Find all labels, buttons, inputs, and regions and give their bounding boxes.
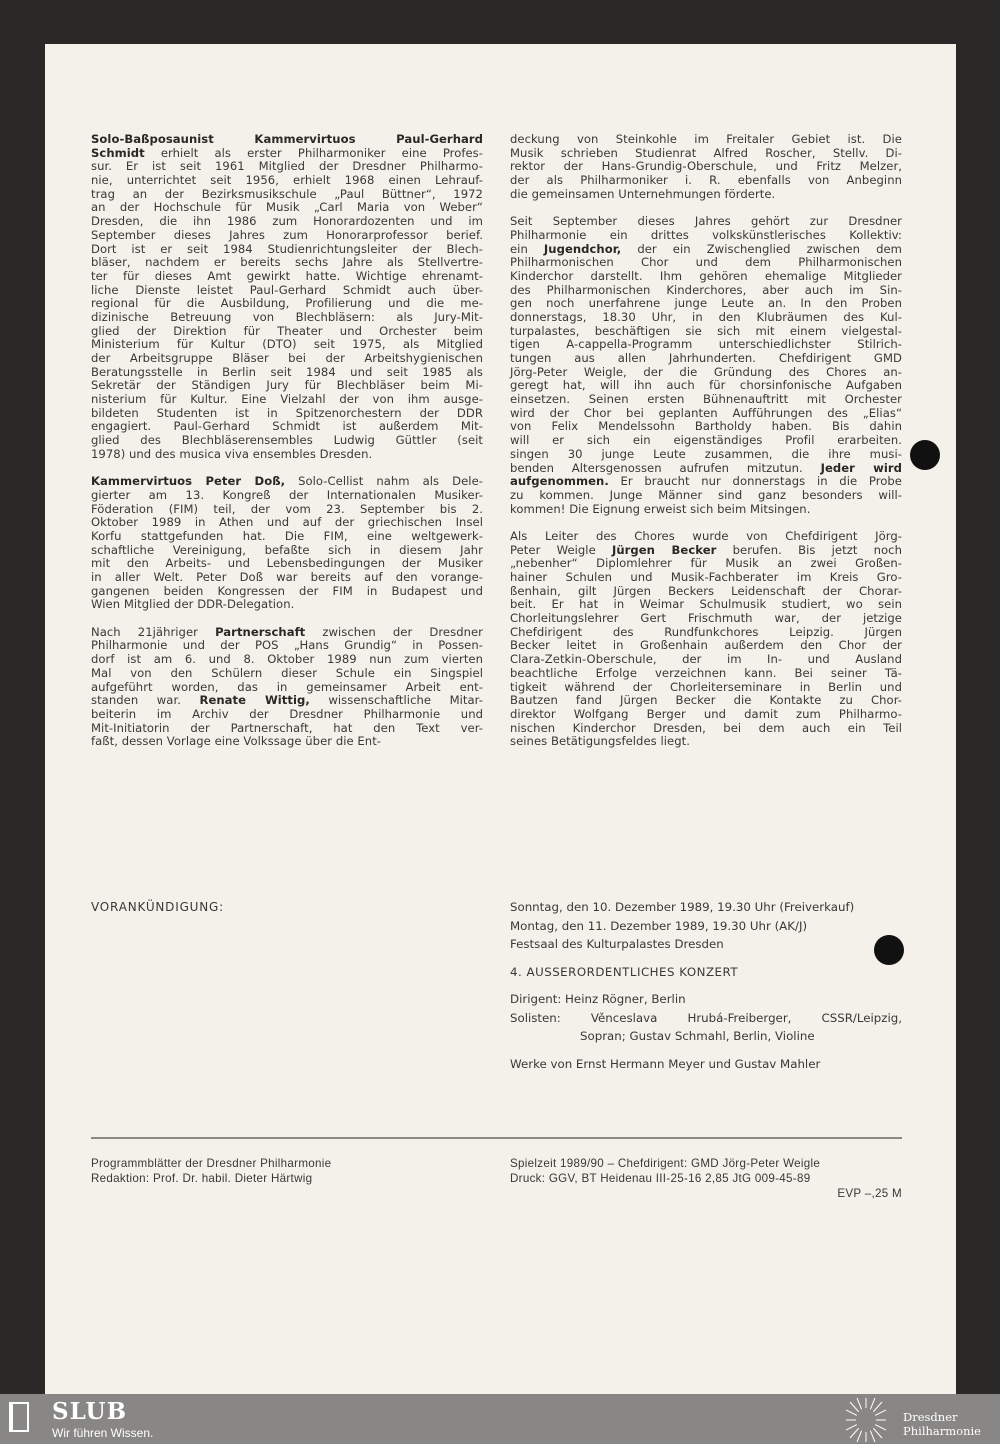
announcement-label: VORANKÜNDIGUNG: bbox=[91, 900, 224, 914]
text-line bbox=[91, 626, 483, 640]
slub-tagline: Wir führen Wissen. bbox=[52, 1426, 154, 1440]
bold-name: Solo-Baßposaunist Kammervirtuos Paul-Gerhard bbox=[91, 132, 483, 146]
text-line: Beratungsstelle in Berlin seit 1984 und seit 1985 als bbox=[91, 364, 483, 379]
bold-name: Schmidt bbox=[91, 145, 145, 160]
text-line: glied des Blechbläserensembles Ludwig Güttler (seit bbox=[91, 433, 483, 448]
text-line: mit den Arbeits- und Lebensbedingungen der Musiker bbox=[91, 556, 483, 571]
footer-editor: Redaktion: Prof. Dr. habil. Dieter Härtwig bbox=[91, 1172, 313, 1185]
text-line bbox=[91, 133, 483, 147]
text-line: ter für dieses Amt gewirkt hatte. Wichtige ehrenamt- bbox=[91, 268, 483, 283]
text-line: geregt hat, will ihn auch für chorsinfonische Aufgaben bbox=[510, 378, 902, 393]
text-line: Chorleitungslehrer Gert Frischmuth war, der jetzige bbox=[510, 611, 902, 626]
text-line: turpalastes, beschäftigen sie sich mit einem vielgestal- bbox=[510, 323, 902, 338]
text-line bbox=[91, 475, 483, 489]
text-line: 1978) und des musica viva ensembles Dresden. bbox=[91, 446, 373, 461]
paragraph bbox=[510, 530, 902, 749]
text-line: Philharmonischen Chor und dem Philharmonischen bbox=[510, 255, 902, 270]
punch-hole bbox=[874, 935, 904, 965]
text-line: von Felix Mendelssohn Bartholdy haben. Bis dahin bbox=[510, 419, 902, 434]
left-text-column bbox=[91, 133, 483, 763]
text-line: hainer Schulen und Musik-Fachberater im Kreis Gro- bbox=[510, 570, 902, 584]
text-line: die gemeinsamen Unternehmungen förderte. bbox=[510, 186, 776, 201]
text-line: ßenhain, gilt Jürgen Beckers Leidenschaft der Chorar- bbox=[510, 583, 902, 598]
text-line: rektor der Hans-Grundig-Oberschule, und Fritz Melzer, bbox=[510, 159, 902, 174]
footer-left bbox=[91, 1156, 331, 1186]
bold-name: Jugendchor, bbox=[543, 241, 622, 256]
text-line: will er sich ein eigenständiges Profil erarbeiten. bbox=[510, 433, 902, 448]
text-line bbox=[91, 147, 483, 161]
text-line: liche Dienste leistet Paul-Gerhard Schmidt auch über- bbox=[91, 282, 483, 297]
text-line: Becker leitet in Großenhain außerdem den Chor der bbox=[510, 638, 902, 653]
text-line: gierter am 13. Kongreß der Internationalen Musiker- bbox=[91, 487, 483, 502]
paragraph bbox=[510, 133, 902, 201]
text-line: aufgeführt worden, das in gemeinsamer Arbeit ent- bbox=[91, 679, 483, 694]
text-segment: erhielt als erster Philharmoniker eine Profes- bbox=[144, 145, 483, 160]
text-line: gangenen beiden Kongressen der FIM in Budapest und bbox=[91, 583, 483, 598]
text-line: schaftliche Vereinigung, befaßte sich in diesem Jahr bbox=[91, 542, 483, 557]
text-segment: berufen. Bis jetzt noch bbox=[716, 542, 902, 557]
philharmonie-logo-line2: Philharmonie bbox=[903, 1424, 981, 1438]
concert-venue: Festsaal des Kulturpalastes Dresden bbox=[510, 937, 724, 951]
right-text-column bbox=[510, 133, 902, 763]
text-line: donnerstags, 18.30 Uhr, in den Klubräumen des Kul- bbox=[510, 309, 902, 324]
text-segment: ein bbox=[510, 241, 544, 256]
soloists-text: Věnceslava Hrubá-Freiberger, CSSR/Leipzig, bbox=[590, 1010, 903, 1025]
text-line: Dort ist er seit 1984 Studienrichtungsleiter der Blech- bbox=[91, 241, 483, 256]
concert-title: 4. AUSSERORDENTLICHES KONZERT bbox=[510, 964, 739, 979]
text-line: beit. Er hat in Weimar Schulmusik studiert, wo sein bbox=[510, 597, 902, 612]
bold-name: Partnerschaft bbox=[215, 624, 306, 639]
text-line: nie, unterrichtet seit 1956, erhielt 1968 einen Lehrauf- bbox=[91, 173, 483, 188]
text-line: glied der Direktion für Theater und Orchester beim bbox=[91, 323, 483, 338]
paragraph bbox=[91, 475, 483, 612]
philharmonie-sunburst-icon bbox=[846, 1398, 886, 1442]
text-line: Philharmonie und der POS „Hans Grundig“ in Possen- bbox=[91, 638, 483, 653]
bold-name: Kammervirtuos Peter Doß, bbox=[91, 474, 286, 489]
text-segment: der ein Zwischenglied zwischen dem bbox=[621, 241, 903, 256]
text-line: Philharmonie ein drittes volkskünstlerisches Kollektiv: bbox=[510, 227, 902, 242]
text-segment: benden Altersgenossen aufrufen mitzutun. bbox=[510, 460, 821, 475]
text-line: Korfu stattgefunden hat. Die FIM, eine weltgewerk- bbox=[91, 528, 483, 543]
footer-divider bbox=[91, 1137, 902, 1139]
text-line: tigkeit während der Chorleiterseminare in Berlin und bbox=[510, 679, 902, 694]
footer-season: Spielzeit 1989/90 – Chefdirigent: GMD Jörg-Peter Weigle bbox=[510, 1157, 821, 1170]
text-line: Seit September dieses Jahres gehört zur Dresdner bbox=[510, 214, 902, 229]
text-line: nischen Kinderchor Dresden, bei dem auch ein Teil bbox=[510, 720, 902, 735]
text-line: der Arbeitsgruppe Bläser bei der Arbeitshygienischen bbox=[91, 351, 483, 365]
soloists-line-2: Sopran; Gustav Schmahl, Berlin, Violine bbox=[580, 1029, 815, 1043]
text-line: beachtliche Erfolge verzeichnen kann. Bei seiner Tä- bbox=[510, 665, 902, 680]
text-line: „nebenher“ Diplomlehrer für Musik an zwei Großen- bbox=[510, 556, 902, 571]
text-line: faßt, dessen Vorlage eine Volkssage über die Ent- bbox=[91, 734, 382, 749]
text-segment: standen war. bbox=[91, 693, 200, 708]
philharmonie-logo[interactable] bbox=[903, 1410, 981, 1438]
text-line: der als Philharmoniker i. R. ebenfalls von Anbeginn bbox=[510, 173, 902, 188]
concert-date-2: Montag, den 11. Dezember 1989, 19.30 Uhr (AK/J) bbox=[510, 918, 808, 933]
text-line: einsetzen. Seinen ersten Bühnenauftritt mit Orchester bbox=[510, 392, 902, 407]
text-line: wird der Chor bei geplanten Aufführungen des „Elias“ bbox=[510, 405, 902, 420]
bold-name: aufgenommen. bbox=[510, 474, 609, 489]
footer-publication: Programmblätter der Dresdner Philharmonie bbox=[91, 1157, 332, 1170]
text-line: sur. Er ist seit 1961 Mitglied der Dresdner Philharmo- bbox=[91, 159, 483, 174]
paragraph bbox=[91, 133, 483, 462]
text-segment: zwischen der Dresdner bbox=[305, 624, 484, 639]
soloists-line-1 bbox=[510, 1009, 902, 1028]
text-line: Föderation (FIM) teil, der vom 23. September bis 2. bbox=[91, 501, 483, 516]
text-line bbox=[510, 475, 902, 489]
announcement-block bbox=[510, 898, 902, 1073]
concert-date-1: Sonntag, den 10. Dezember 1989, 19.30 Uhr (Freiverkauf) bbox=[510, 900, 855, 914]
bold-name: Jürgen Becker bbox=[611, 542, 717, 557]
text-line: bildeten Studenten ist in Spitzenorchestern der DDR bbox=[91, 405, 483, 420]
text-line: Mal von den Schülern dieser Schule ein Singspiel bbox=[91, 665, 483, 680]
text-line: Dresden, die ihn 1986 zum Honorardozenten und im bbox=[91, 214, 483, 229]
text-line: Als Leiter des Chores wurde von Chefdirigent Jörg- bbox=[510, 528, 902, 543]
text-line bbox=[510, 544, 902, 558]
text-line: dizinische Betreuung von Blechbläsern: als Jury-Mit- bbox=[91, 309, 483, 324]
text-line: trag an der Bezirksmusikschule „Paul Büttner“, 1972 bbox=[91, 186, 483, 201]
text-line: gen noch unerfahrene junge Leute an. In den Proben bbox=[510, 296, 902, 311]
footer-right bbox=[510, 1156, 902, 1201]
text-segment: wissenschaftliche Mitar- bbox=[309, 693, 483, 708]
text-line: September dieses Jahres zum Honorarprofessor berief. bbox=[91, 227, 483, 242]
text-line: regional für die Ausbildung, Profilierung und die me- bbox=[91, 296, 483, 311]
soloists-label: Solisten: bbox=[510, 1010, 561, 1025]
text-line: Clara-Zetkin-Oberschule, der im In- und Ausland bbox=[510, 652, 902, 667]
text-line: Kinderchor darstellt. Ihm gehören ehemalige Mitglieder bbox=[510, 268, 902, 283]
text-line: deckung von Steinkohle im Freitaler Gebiet ist. Die bbox=[510, 132, 902, 146]
text-line: kommen! Die Eignung erweist sich beim Mitsingen. bbox=[510, 501, 811, 516]
text-line bbox=[510, 243, 902, 257]
text-segment: Er braucht nur donnerstags in die Probe bbox=[608, 474, 902, 489]
text-line bbox=[91, 694, 483, 708]
conductor: Dirigent: Heinz Rögner, Berlin bbox=[510, 992, 686, 1006]
bold-name: Renate Wittig, bbox=[199, 693, 310, 708]
text-line: an der Hochschule für Musik „Carl Maria von Weber“ bbox=[91, 200, 483, 215]
works: Werke von Ernst Hermann Meyer und Gustav Mahler bbox=[510, 1056, 821, 1071]
text-line: in aller Welt. Peter Doß war bereits auf den vorange- bbox=[91, 570, 483, 584]
text-line: nisterium für Kultur. Eine Vielzahl der von ihm ausge- bbox=[91, 392, 483, 407]
text-line: engagiert. Paul-Gerhard Schmidt ist außerdem Mit- bbox=[91, 419, 483, 434]
punch-hole bbox=[910, 440, 940, 470]
text-line: bläser, nachdem er bereits sechs Jahre als Stellvertre- bbox=[91, 255, 483, 270]
text-line: Ministerium für Kultur (DTO) seit 1975, als Mitglied bbox=[91, 337, 483, 352]
text-line: beiterin im Archiv der Dresdner Philharmonie und bbox=[91, 706, 483, 721]
text-line: tungen aus allen Jahrhunderten. Chefdirigent GMD bbox=[510, 351, 902, 365]
paragraph bbox=[91, 626, 483, 749]
text-line: Chefdirigent des Rundfunkchores Leipzig. Jürgen bbox=[510, 624, 902, 639]
philharmonie-logo-line1: Dresdner bbox=[903, 1410, 958, 1424]
slub-book-icon bbox=[9, 1402, 29, 1432]
text-line: Jörg-Peter Weigle, der die Gründung des Chores an- bbox=[510, 364, 902, 379]
text-line bbox=[510, 462, 902, 476]
text-line: des Philharmonischen Kinderchores, aber auch im Sin- bbox=[510, 282, 902, 297]
footer-price: EVP –,25 M bbox=[837, 1187, 902, 1200]
text-segment: Nach 21jähriger bbox=[91, 624, 216, 639]
paragraph bbox=[510, 215, 902, 516]
text-line: Mit-Initiatorin der Partnerschaft, hat den Text ver- bbox=[91, 720, 483, 735]
text-line: dorf ist am 6. und 8. Oktober 1989 nun zum vierten bbox=[91, 652, 483, 667]
text-line: Sekretär der Ständigen Jury für Blechbläser beim Mi- bbox=[91, 378, 483, 393]
text-line: Wien Mitglied der DDR-Delegation. bbox=[91, 597, 295, 612]
text-line: zu kommen. Junge Männer sind ganz besonders will- bbox=[510, 487, 902, 502]
text-line: Oktober 1989 in Athen und auf der griechischen Insel bbox=[91, 515, 483, 530]
text-line: Bautzen fand Jürgen Becker die Kontakte zu Chor- bbox=[510, 693, 902, 708]
text-line: seines Betätigungsfeldes liegt. bbox=[510, 734, 690, 749]
text-segment: Solo-Cellist nahm als Dele- bbox=[285, 474, 483, 489]
slub-logo[interactable]: SLUB bbox=[52, 1398, 128, 1425]
bold-name: Jeder wird bbox=[820, 460, 902, 475]
footer-print-info: Druck: GGV, BT Heidenau III-25-16 2,85 JtG 009-45-89 bbox=[510, 1172, 811, 1185]
text-line: tigen A-cappella-Programm unterschiedlichster Stilrich- bbox=[510, 337, 902, 352]
text-line: singen 30 junge Leute zusammen, die ihre musi- bbox=[510, 446, 902, 461]
text-line: Musik schrieben Studienrat Alfred Roscher, Stellv. Di- bbox=[510, 145, 902, 160]
text-line: direktor Wolfgang Berger und damit zum Philharmo- bbox=[510, 706, 902, 721]
viewer-footer-bar bbox=[0, 1394, 1000, 1444]
text-segment: Peter Weigle bbox=[510, 542, 612, 557]
